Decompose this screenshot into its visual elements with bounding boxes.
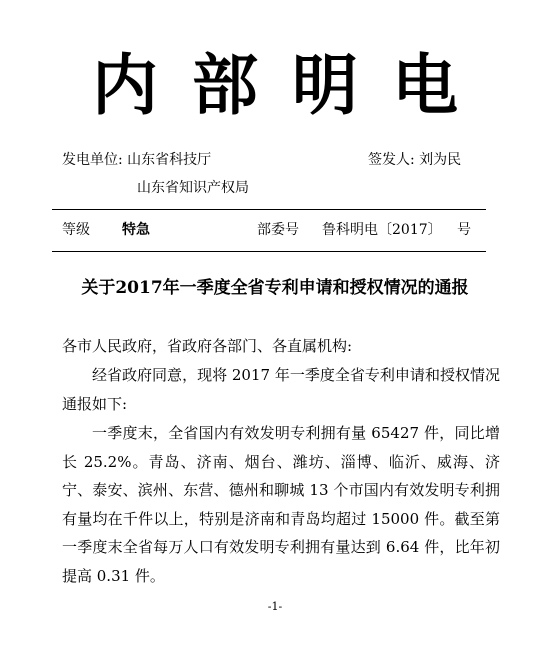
bottom-rule <box>52 251 486 252</box>
paragraph-intro: 经省政府同意，现将 2017 年一季度全省专利申请和授权情况通报如下: <box>62 366 500 413</box>
page-number: -1- <box>267 600 283 613</box>
sender-unit-1: 山东省科技厅 <box>127 152 212 168</box>
sender-label: 发电单位: <box>62 152 123 168</box>
document-header-title: 内部明电 <box>92 46 492 124</box>
notice-title: 关于2017年一季度全省专利申请和授权情况的通报 <box>81 278 469 298</box>
department-label: 部委号 <box>257 222 299 238</box>
sender-line <box>62 150 211 170</box>
signer-line <box>368 150 461 170</box>
level-value: 特急 <box>122 222 150 238</box>
level-label: 等级 <box>62 222 90 238</box>
addressees: 各市人民政府，省政府各部门、各直属机构: <box>62 337 353 355</box>
reference-number: 鲁科明电〔2017〕 <box>322 222 442 238</box>
paragraph-statistics: 一季度末，全省国内有效发明专利拥有量 65427 件，同比增长 25.2%。青岛、济南、烟台、潍坊、淄博、临沂、威海、济宁、泰安、滨州、东营、德州和聊城 13 个市国内有效发明专利拥有量均在千件以上，特别是济南和青岛均超过 15000 件。截至第一季度末全省每万人口有效发明专利拥有量达到 6.64 件，比年初提高 0.31 件。 <box>62 424 500 585</box>
signer-label: 签发人: <box>368 152 415 168</box>
number-label: 号 <box>457 222 471 238</box>
signer-name: 刘为民 <box>419 152 462 168</box>
sender-unit-2: 山东省知识产权局 <box>137 180 249 196</box>
top-rule <box>52 209 486 210</box>
